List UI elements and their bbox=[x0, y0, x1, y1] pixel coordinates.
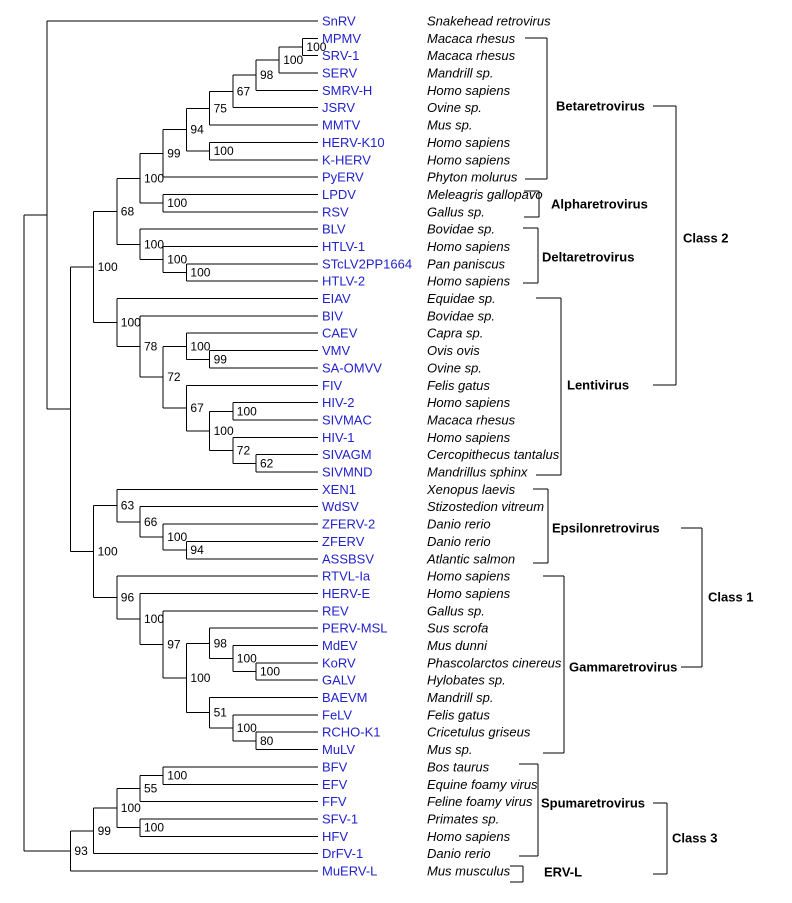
bootstrap-value: 55 bbox=[144, 781, 158, 796]
species-label: Stizostedion vitreum bbox=[427, 499, 545, 515]
species-label: Mus sp. bbox=[427, 117, 473, 133]
taxon-label-PERV-MSL: PERV-MSL bbox=[322, 620, 388, 636]
bootstrap-value: 100 bbox=[213, 423, 234, 438]
species-label: Mus musculus bbox=[427, 863, 511, 879]
taxon-label-HIV-2: HIV-2 bbox=[322, 395, 355, 411]
taxon-label-PyERV: PyERV bbox=[322, 169, 364, 185]
bootstrap-value: 99 bbox=[97, 823, 111, 838]
species-label: Mandrillus sphinx bbox=[427, 464, 528, 480]
taxon-label-MuERV-L: MuERV-L bbox=[322, 863, 378, 879]
taxon-label-XEN1: XEN1 bbox=[322, 481, 356, 497]
taxon-label-JSRV: JSRV bbox=[322, 100, 355, 116]
bootstrap-value: 66 bbox=[144, 514, 158, 529]
bootstrap-value: 100 bbox=[144, 237, 165, 252]
taxon-label-FFV: FFV bbox=[322, 794, 347, 810]
species-label: Pan paniscus bbox=[427, 256, 506, 272]
bootstrap-value: 96 bbox=[120, 590, 135, 605]
species-label: Bovidae sp. bbox=[427, 308, 495, 324]
taxon-label-SRV-1: SRV-1 bbox=[322, 48, 360, 64]
taxon-label-MPMV: MPMV bbox=[322, 30, 361, 46]
bootstrap-value: 100 bbox=[167, 530, 188, 545]
species-label: Ovine sp. bbox=[427, 360, 482, 376]
taxon-label-EFV: EFV bbox=[322, 776, 348, 792]
taxon-label-EIAV: EIAV bbox=[322, 291, 351, 307]
class-label-class1: Class 1 bbox=[708, 589, 754, 605]
taxon-label-HIV-1: HIV-1 bbox=[322, 429, 355, 445]
bootstrap-value: 99 bbox=[167, 146, 181, 161]
bootstrap-value: 100 bbox=[236, 720, 257, 735]
taxon-label-ZFERV-2: ZFERV-2 bbox=[322, 516, 376, 532]
taxon-label-MMTV: MMTV bbox=[322, 117, 361, 133]
genus-label-alpharetrovirus: Alpharetrovirus bbox=[551, 196, 648, 212]
bootstrap-value: 80 bbox=[260, 733, 274, 748]
class-label-class2: Class 2 bbox=[683, 230, 729, 246]
taxon-label-WdSV: WdSV bbox=[322, 499, 359, 515]
bootstrap-value: 67 bbox=[236, 84, 251, 99]
taxon-label-BFV: BFV bbox=[322, 759, 348, 775]
species-label: Homo sapiens bbox=[427, 273, 511, 289]
taxon-label-SMRV-H: SMRV-H bbox=[322, 82, 373, 98]
species-label: Homo sapiens bbox=[427, 429, 511, 445]
bootstrap-value: 100 bbox=[120, 801, 141, 816]
taxon-label-SIVMAC: SIVMAC bbox=[322, 412, 372, 428]
bootstrap-value: 78 bbox=[144, 339, 158, 354]
taxon-label-LPDV: LPDV bbox=[322, 186, 356, 202]
species-label: Felis gatus bbox=[427, 707, 490, 723]
taxon-label-GALV: GALV bbox=[322, 672, 356, 688]
taxon-label-HFV: HFV bbox=[322, 828, 348, 844]
species-label: Homo sapiens bbox=[427, 585, 511, 601]
species-label: Bovidae sp. bbox=[427, 221, 495, 237]
species-label: Danio rerio bbox=[427, 846, 491, 862]
taxon-label-SIVMND: SIVMND bbox=[322, 464, 373, 480]
species-label: Homo sapiens bbox=[427, 239, 511, 255]
species-label: Phyton molurus bbox=[427, 169, 518, 185]
bootstrap-value: 99 bbox=[213, 352, 227, 367]
bootstrap-value: 100 bbox=[213, 144, 234, 159]
species-label: Macaca rhesus bbox=[427, 30, 516, 46]
species-label: Felis gatus bbox=[427, 377, 490, 393]
taxon-label-REV: REV bbox=[322, 603, 349, 619]
taxon-label-HTLV-1: HTLV-1 bbox=[322, 239, 366, 255]
taxon-label-SFV-1: SFV-1 bbox=[322, 811, 359, 827]
taxon-label-HTLV-2: HTLV-2 bbox=[322, 273, 366, 289]
taxon-label-SIVAGM: SIVAGM bbox=[322, 447, 372, 463]
taxon-label-FeLV: FeLV bbox=[322, 707, 353, 723]
species-label: Gallus sp. bbox=[427, 603, 485, 619]
species-label: Meleagris gallopavo bbox=[427, 186, 543, 202]
bootstrap-value: 72 bbox=[236, 443, 251, 458]
bootstrap-value: 97 bbox=[167, 637, 181, 652]
taxon-label-HERV-K10: HERV-K10 bbox=[322, 134, 385, 150]
species-label: Homo sapiens bbox=[427, 395, 511, 411]
bootstrap-value: 100 bbox=[144, 611, 165, 626]
bootstrap-value: 94 bbox=[190, 543, 204, 558]
bootstrap-value: 100 bbox=[167, 768, 188, 783]
bootstrap-value: 98 bbox=[260, 68, 274, 83]
taxon-label-DrFV-1: DrFV-1 bbox=[322, 846, 364, 862]
taxon-label-BLV: BLV bbox=[322, 221, 346, 237]
species-label: Primates sp. bbox=[427, 811, 500, 827]
species-label: Macaca rhesus bbox=[427, 48, 516, 64]
taxon-label-CAEV: CAEV bbox=[322, 325, 358, 341]
bootstrap-value: 100 bbox=[167, 252, 188, 267]
bootstrap-value: 94 bbox=[190, 122, 204, 137]
species-label: Ovine sp. bbox=[427, 100, 482, 116]
bootstrap-value: 100 bbox=[190, 265, 211, 280]
species-label: Sus scrofa bbox=[427, 620, 489, 636]
species-label: Xenopus laevis bbox=[427, 481, 516, 497]
taxon-label-ZFERV: ZFERV bbox=[322, 533, 365, 549]
species-label: Bos taurus bbox=[427, 759, 490, 775]
species-label: Phascolarctos cinereus bbox=[427, 655, 562, 671]
species-label: Danio rerio bbox=[427, 516, 491, 532]
taxon-label-HERV-E: HERV-E bbox=[322, 585, 371, 601]
bootstrap-value: 100 bbox=[190, 671, 211, 686]
bootstrap-value: 51 bbox=[213, 705, 227, 720]
taxon-label-K-HERV: K-HERV bbox=[322, 152, 371, 168]
species-label: Gallus sp. bbox=[427, 204, 485, 220]
species-label: Homo sapiens bbox=[427, 568, 511, 584]
bootstrap-value: 67 bbox=[190, 401, 204, 416]
species-label: Feline foamy virus bbox=[427, 794, 533, 810]
taxon-label-BAEVM: BAEVM bbox=[322, 690, 368, 706]
bootstrap-value: 100 bbox=[97, 259, 118, 274]
bootstrap-value: 100 bbox=[236, 651, 257, 666]
bootstrap-value: 98 bbox=[213, 636, 227, 651]
species-label: Mandrill sp. bbox=[427, 65, 494, 81]
species-label: Homo sapiens bbox=[427, 134, 511, 150]
species-label: Hylobates sp. bbox=[427, 672, 506, 688]
bootstrap-value: 100 bbox=[236, 404, 257, 419]
bootstrap-value: 100 bbox=[120, 315, 141, 330]
species-label: Snakehead retrovirus bbox=[427, 13, 551, 29]
taxon-label-KoRV: KoRV bbox=[322, 655, 356, 671]
bootstrap-value: 100 bbox=[144, 820, 165, 835]
genus-label-erv-l: ERV-L bbox=[544, 864, 583, 880]
species-label: Cricetulus griseus bbox=[427, 724, 531, 740]
taxon-label-SA-OMVV: SA-OMVV bbox=[322, 360, 382, 376]
genus-label-deltaretrovirus: Deltaretrovirus bbox=[542, 249, 635, 265]
genus-label-betaretrovirus: Betaretrovirus bbox=[556, 98, 645, 114]
taxon-label-RTVL-Ia: RTVL-Ia bbox=[322, 568, 371, 584]
genus-label-spumaretrovirus: Spumaretrovirus bbox=[541, 795, 646, 811]
bootstrap-value: 100 bbox=[260, 664, 281, 679]
bootstrap-value: 62 bbox=[260, 456, 274, 471]
taxon-label-SnRV: SnRV bbox=[322, 13, 356, 29]
taxon-label-RCHO-K1: RCHO-K1 bbox=[322, 724, 381, 740]
taxon-label-MuLV: MuLV bbox=[322, 742, 355, 758]
class-label-class3: Class 3 bbox=[672, 830, 718, 846]
species-label: Cercopithecus tantalus bbox=[427, 447, 560, 463]
species-label: Homo sapiens bbox=[427, 152, 511, 168]
genus-label-lentivirus: Lentivirus bbox=[567, 377, 630, 393]
taxon-label-STcLV2PP1664: STcLV2PP1664 bbox=[322, 256, 413, 272]
species-label: Capra sp. bbox=[427, 325, 484, 341]
genus-label-epsilonretrovirus: Epsilonretrovirus bbox=[552, 520, 660, 536]
bootstrap-value: 75 bbox=[213, 101, 227, 116]
taxon-label-FIV: FIV bbox=[322, 377, 343, 393]
species-label: Equidae sp. bbox=[427, 291, 496, 307]
species-label: Danio rerio bbox=[427, 533, 491, 549]
species-label: Mus sp. bbox=[427, 742, 473, 758]
taxon-label-SERV: SERV bbox=[322, 65, 358, 81]
taxon-label-MdEV: MdEV bbox=[322, 637, 358, 653]
taxon-label-ASSBSV: ASSBSV bbox=[322, 551, 375, 567]
bootstrap-value: 100 bbox=[283, 53, 304, 68]
species-label: Homo sapiens bbox=[427, 82, 511, 98]
bootstrap-value: 93 bbox=[74, 843, 88, 858]
species-label: Ovis ovis bbox=[427, 343, 480, 359]
bootstrap-value: 100 bbox=[306, 40, 327, 55]
bootstrap-value: 63 bbox=[120, 498, 135, 513]
species-label: Mus dunni bbox=[427, 637, 487, 653]
bootstrap-value: 100 bbox=[97, 544, 118, 559]
bootstrap-value: 100 bbox=[144, 171, 165, 186]
species-label: Equine foamy virus bbox=[427, 776, 538, 792]
taxon-label-BIV: BIV bbox=[322, 308, 343, 324]
taxon-label-VMV: VMV bbox=[322, 343, 351, 359]
bootstrap-value: 100 bbox=[167, 196, 188, 211]
bootstrap-value: 72 bbox=[167, 370, 181, 385]
species-label: Macaca rhesus bbox=[427, 412, 516, 428]
bootstrap-value: 68 bbox=[120, 204, 135, 219]
taxon-label-RSV: RSV bbox=[322, 204, 349, 220]
species-label: Atlantic salmon bbox=[427, 551, 516, 567]
species-label: Mandrill sp. bbox=[427, 690, 494, 706]
species-label: Homo sapiens bbox=[427, 828, 511, 844]
bootstrap-value: 100 bbox=[190, 339, 211, 354]
genus-label-gammaretrovirus: Gammaretrovirus bbox=[569, 659, 678, 675]
